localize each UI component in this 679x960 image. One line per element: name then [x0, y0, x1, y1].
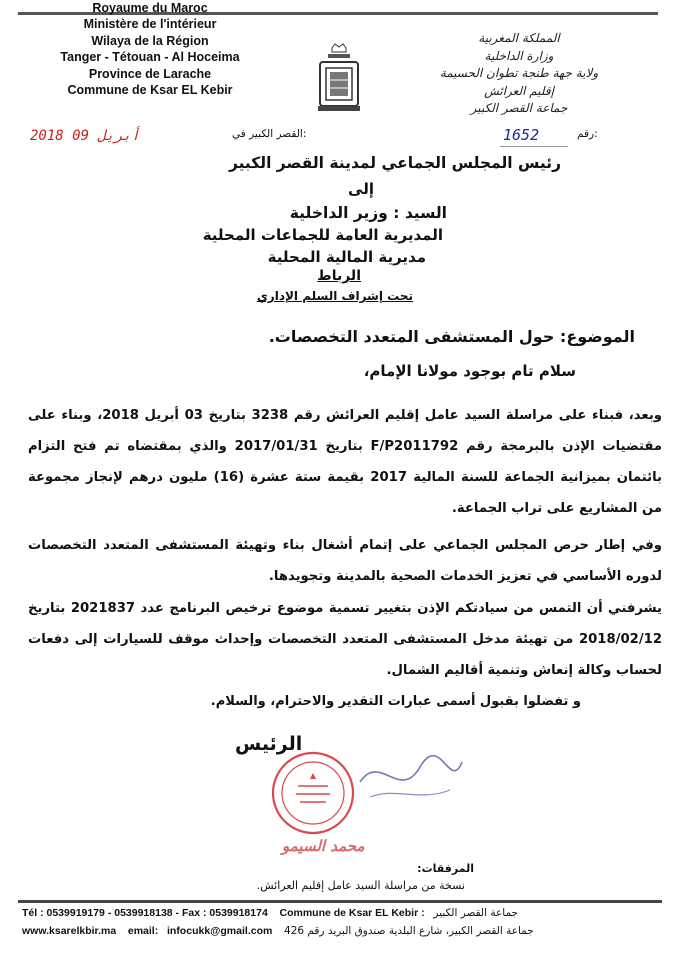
footer-website[interactable]: www.ksarelkbir.ma [22, 925, 117, 937]
body-paragraph-2 [28, 530, 662, 592]
to-word: إلى [348, 180, 374, 198]
footer-commune-ar: جماعة القصر الكبير [433, 907, 519, 919]
sub-directorate: مديرية المالية المحلية [267, 248, 426, 266]
footer-email[interactable]: infocukk@gmail.com [166, 925, 273, 937]
subject: الموضوع: حول المستشفى المتعدد التخصصات. [268, 327, 635, 346]
closing: و تفضلوا بقبول أسمى عبارات التقدير والاحترام، والسلام. [210, 694, 581, 709]
signatory-title: الرئيس [235, 733, 303, 755]
footer-commune-fr: Commune de Ksar EL Kebir : [279, 907, 425, 919]
attachments-label: المرفقات: [417, 862, 474, 875]
date-value: 2018 أبريل 09 [30, 128, 140, 144]
header-ar-line: إقليم العرائش [484, 83, 554, 98]
city: الرباط [317, 268, 361, 284]
header-ar-line: جماعة القصر الكبير [470, 101, 568, 115]
footer-line-2 [22, 925, 662, 937]
header-fr-line: Province de Larache [88, 66, 212, 81]
date-label: القصر الكبير في: [232, 128, 307, 140]
recipient: السيد : وزير الداخلية [289, 204, 447, 222]
paragraph-text: وفي إطار حرص المجلس الجماعي على إتمام أشغال بناء وتهيئة المستشفى المتعدد التخصصات لدوره الأساسي في تعزيز الخدمات الصحية بالمدينة وتجويدها. [28, 538, 662, 584]
via-line: تحت إشراف السلم الإداري [256, 289, 413, 303]
footer-rule [18, 900, 662, 903]
signature-scribble-icon [350, 742, 470, 812]
header-ar-line: وزارة الداخلية [484, 48, 554, 63]
paragraph-text: يشرفني أن التمس من سيادتكم الإذن بتغيير تسمية موضوع ترخيص البرنامج عدد 2021837 بتاريخ 2018/02/12 من تهيئة مدخل المستشفى المتعدد التخصصات وإحداث موقف للسيارات إلى دفعات لحساب وكالة إنعاش وتنمية أقاليم الشمال. [28, 601, 662, 678]
header-fr-line: Royaume du Maroc [92, 1, 208, 15]
footer-line-1: Tél : 0539919179 - 0539918138 - Fax : 0539918174 Commune de Ksar EL Kebir : جماعة القصر الكبير [22, 907, 519, 919]
signatory-name: محمد السيمو [282, 837, 365, 855]
footer-email-label: email: [127, 925, 159, 937]
header-ar-line: ولاية جهة طنجة تطوان الحسيمة [439, 66, 599, 80]
number-label: رقم: [577, 128, 598, 140]
footer-tel: Tél : 0539919179 - 0539918138 [22, 907, 173, 919]
attachment-item: نسخة من مراسلة السيد عامل إقليم العرائش. [256, 879, 465, 892]
official-stamp-icon [268, 748, 358, 838]
header-fr-line: Wilaya de la Région [91, 33, 209, 48]
header-fr-line: Ministère de l'intérieur [83, 17, 217, 32]
coat-of-arms-icon [318, 42, 360, 114]
header-fr [0, 0, 300, 98]
body-paragraph-1 [28, 400, 662, 524]
header-fr-line: Tanger - Tétouan - Al Hoceima [60, 50, 240, 65]
reference-number: 1652 [503, 126, 540, 144]
header-ar [409, 30, 629, 118]
sender-title: رئيس المجلس الجماعي لمدينة القصر الكبير [228, 154, 561, 172]
number-underline [500, 146, 568, 147]
header-ar-line: المملكة المغربية [478, 31, 560, 45]
directorate: المديرية العامة للجماعات المحلية [202, 226, 443, 244]
paragraph-text: وبعد، فبناء على مراسلة السيد عامل إقليم العرائش رقم 3238 بتاريخ 03 أبريل 2018، وبناء على مقتضيات الإذن بالبرمجة رقم F/P2011792 بتاريخ 2017/01/31 والذي بمقتضاه تم فتح التزام بائتمان بميزانية الجماعة للسنة المالية 2017 بقيمة ستة عشرة (16) مليون درهم لإنجاز مجموعة من المشاريع على تراب الجماعة. [28, 408, 663, 516]
footer-address-ar: جماعة القصر الكبير، شارع البلدية صندوق البريد رقم 426 [284, 925, 534, 937]
header-fr-line: Commune de Ksar EL Kebir [67, 83, 233, 98]
body-paragraph-3 [28, 593, 662, 686]
footer-fax: Fax : 0539918174 [181, 907, 268, 919]
greeting: سلام تام بوجود مولانا الإمام، [363, 362, 576, 380]
